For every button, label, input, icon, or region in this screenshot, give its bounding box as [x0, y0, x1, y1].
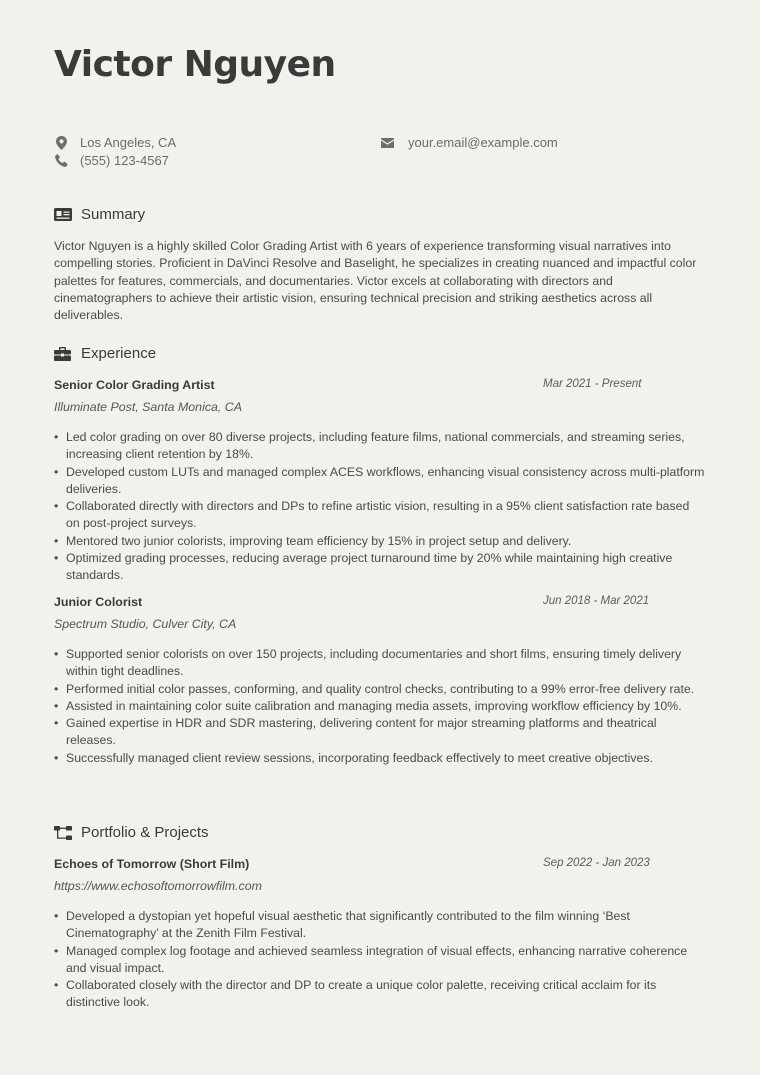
- list-item: • Gained expertise in HDR and SDR mastering, delivering content for major streaming platforms and theatrical releases.: [54, 715, 706, 750]
- candidate-name: Victor Nguyen: [54, 44, 336, 85]
- job-bullets: [54, 429, 706, 585]
- job-title: Junior Colorist: [54, 595, 143, 609]
- job-date: Jun 2018 - Mar 2021: [543, 595, 650, 607]
- list-item: • Collaborated directly with directors and DPs to refine artistic vision, resulting in a 95% client satisfaction rate based on post-project surveys.: [54, 498, 706, 533]
- list-item: • Led color grading on over 80 diverse projects, including feature films, national commercials, and streaming series, increasing client retention by 18%.: [54, 429, 706, 464]
- list-item: • Collaborated closely with the director and DP to create a unique color palette, receiving critical acclaim for its distinctive look.: [54, 977, 706, 1012]
- email-link[interactable]: your.email@example.com: [408, 135, 558, 150]
- job-organization: Illuminate Post, Santa Monica, CA: [54, 400, 243, 414]
- map-pin-icon: [54, 136, 68, 150]
- phone-text: (555) 123-4567: [80, 153, 169, 168]
- portfolio-title: Portfolio & Projects: [81, 824, 209, 841]
- contact-email: [380, 135, 558, 150]
- job-date: Mar 2021 - Present: [543, 378, 642, 390]
- list-item: • Successfully managed client review sessions, incorporating feedback effectively to meet creative objectives.: [54, 750, 706, 767]
- list-item: • Developed custom LUTs and managed complex ACES workflows, enhancing visual consistency across multi-platform deliveries.: [54, 464, 706, 499]
- list-item: • Supported senior colorists on over 150 projects, including documentaries and short films, ensuring timely delivery within tight deadlines.: [54, 646, 706, 681]
- sitemap-icon: [54, 825, 72, 841]
- list-item: • Developed a dystopian yet hopeful visual aesthetic that significantly contributed to the film winning ‘Best Cinematography’ at the Zenith Film Festival.: [54, 908, 706, 943]
- job-organization: Spectrum Studio, Culver City, CA: [54, 617, 237, 631]
- project-date: Sep 2022 - Jan 2023: [543, 857, 650, 869]
- summary-text: Victor Nguyen is a highly skilled Color Grading Artist with 6 years of experience transforming visual narratives into compelling stories. Proficient in DaVinci Resolve and Baselight, he specializes in creating nuanced and impactful color palettes for features, commercials, and documentaries. Victor excels at collaborating with directors and cinematographers to achieve their artistic vision, ensuring technical precision and striking aesthetics across all deliverables.: [54, 239, 697, 323]
- contact-phone: [54, 153, 169, 168]
- briefcase-icon: [54, 346, 72, 362]
- list-item: • Optimized grading processes, reducing average project turnaround time by 20% while maintaining high creative standards.: [54, 550, 706, 585]
- job-bullets: [54, 646, 706, 767]
- list-item: • Performed initial color passes, conforming, and quality control checks, contributing to a 99% error-free delivery rate.: [54, 681, 706, 698]
- list-item: • Mentored two junior colorists, improving team efficiency by 15% in project setup and delivery.: [54, 533, 706, 550]
- phone-icon: [54, 154, 68, 168]
- envelope-icon: [380, 136, 394, 150]
- id-card-icon: [54, 207, 72, 223]
- job-title: Senior Color Grading Artist: [54, 378, 215, 392]
- experience-heading: [54, 345, 156, 362]
- project-title: Echoes of Tomorrow (Short Film): [54, 857, 250, 871]
- location-text: Los Angeles, CA: [80, 135, 177, 150]
- summary-title: Summary: [81, 206, 146, 223]
- project-url[interactable]: https://www.echosoftomorrowfilm.com: [54, 879, 262, 893]
- summary-heading: [54, 206, 145, 223]
- experience-title: Experience: [81, 345, 157, 362]
- project-bullets: [54, 908, 706, 1012]
- portfolio-heading: [54, 824, 209, 841]
- contact-location: [54, 135, 176, 150]
- list-item: • Managed complex log footage and achieved seamless integration of visual effects, enhancing narrative coherence and visual impact.: [54, 943, 706, 978]
- list-item: • Assisted in maintaining color suite calibration and managing media assets, improving workflow efficiency by 10%.: [54, 698, 706, 715]
